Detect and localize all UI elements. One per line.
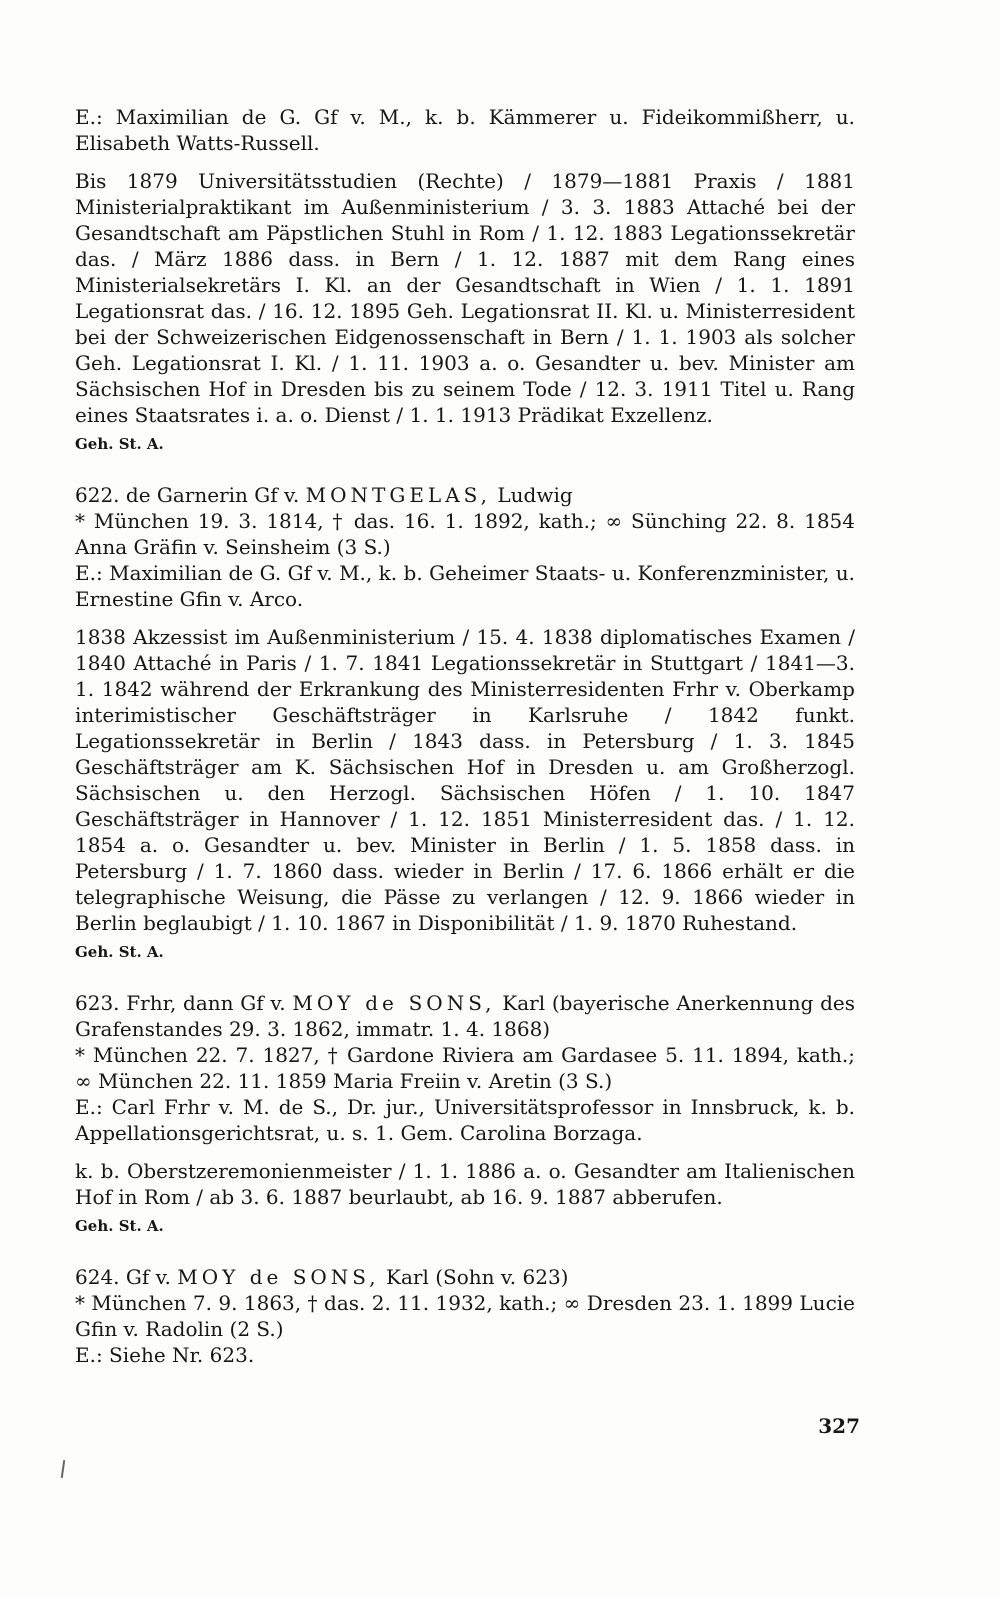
entry-number: 623. [75,991,120,1015]
entry-birth: * München 7. 9. 1863, † das. 2. 11. 1932, kath.; ∞ Dresden 23. 1. 1899 Lucie Gfin v. Radolin (2 S.) [75,1291,855,1341]
entry-number: 624. [75,1265,120,1289]
entry-parents: E.: Maximilian de G. Gf v. M., k. b. Geheimer Staats- u. Konferenzminister, u. Ernestine Gfin v. Arco. [75,561,855,611]
entry-heading [75,1264,855,1290]
continuation-career: Bis 1879 Universitätsstudien (Rechte) / 1879—1881 Praxis / 1881 Ministerialpraktikant im Außenministerium / 3. 3. 1883 Attaché bei der Gesandtschaft am Päpstlichen Stuhl in Rom / 1. 12. 1883 Legationssekretär das. / März 1886 dass. in Bern / 1. 12. 1887 mit dem Rang eines Ministerialsekretärs I. Kl. an der Gesandtschaft in Wien / 1. 1. 1891 Legationsrat das. / 16. 12. 1895 Geh. Legationsrat II. Kl. u. Ministerresident bei der Schweizerischen Eidgenossenschaft in Bern / 1. 1. 1903 als solcher Geh. Legationsrat I. Kl. / 1. 11. 1903 a. o. Gesandter u. bev. Minister am Sächsischen Hof in Dresden bis zu seinem Tode / 12. 3. 1911 Titel u. Rang eines Staatsrates i. a. o. Dienst / 1. 1. 1913 Prädikat Exzellenz. [75,169,855,427]
entry-heading [75,482,855,508]
entry-parents: E.: Siehe Nr. 623. [75,1343,255,1367]
entry-title: de Garnerin Gf v. [125,483,300,507]
entry-given-name: Karl (Sohn v. 623) [386,1265,569,1289]
entry-given-name: Karl (bayerische Anerkennung des Grafenstandes 29. 3. 1862, immatr. 1. 4. 1868) [75,991,856,1041]
entry-title: Gf v. [125,1265,171,1289]
entry-623 [75,990,855,1236]
entry-number: 622. [75,483,120,507]
page-number: 327 [818,1414,860,1438]
entry-source: Geh. St. A. [75,943,164,961]
entry-given-name: Ludwig [497,483,573,507]
scan-mark [61,1460,65,1478]
entry-title: Frhr, dann Gf v. [126,991,286,1015]
entry-surname: MOY de SONS, [292,991,496,1015]
text-column [75,104,855,1368]
entry-surname: MONTGELAS, [305,483,492,507]
entry-heading [75,990,855,1042]
entry-622 [75,482,855,962]
continuation-source: Geh. St. A. [75,435,164,453]
entry-surname: MOY de SONS, [177,1265,380,1289]
entry-career: k. b. Oberstzeremonienmeister / 1. 1. 1886 a. o. Gesandter am Italienischen Hof in Rom / ab 3. 6. 1887 beurlaubt, ab 16. 9. 1887 abberufen. [75,1159,855,1209]
entry-source: Geh. St. A. [75,1217,164,1235]
entry-birth: * München 19. 3. 1814, † das. 16. 1. 1892, kath.; ∞ Sünching 22. 8. 1854 Anna Gräfin v. Seinsheim (3 S.) [75,509,855,559]
entry-624 [75,1264,855,1368]
continuation-parents: E.: Maximilian de G. Gf v. M., k. b. Kämmerer u. Fideikommißherr, u. Elisabeth Watts-Russell. [75,105,855,155]
entry-career: 1838 Akzessist im Außenministerium / 15. 4. 1838 diplomatisches Examen / 1840 Attaché in Paris / 1. 7. 1841 Legationssekretär in Stuttgart / 1841—3. 1. 1842 während der Erkrankung des Ministerresidenten Frhr v. Oberkamp interimistischer Geschäftsträger in Karlsruhe / 1842 funkt. Legationssekretär in Berlin / 1843 dass. in Petersburg / 1. 3. 1845 Geschäftsträger am K. Sächsischen Hof in Dresden u. am Großherzogl. Sächsischen u. den Herzogl. Sächsischen Höfen / 1. 10. 1847 Geschäftsträger in Hannover / 1. 12. 1851 Ministerresident das. / 1. 12. 1854 a. o. Gesandter u. bev. Minister in Berlin / 1. 5. 1858 dass. in Petersburg / 1. 7. 1860 dass. wieder in Berlin / 17. 6. 1866 erhält er die telegraphische Weisung, die Pässe zu verlangen / 12. 9. 1866 wieder in Berlin beglaubigt / 1. 10. 1867 in Disponibilität / 1. 9. 1870 Ruhestand. [75,625,855,935]
entry-birth: * München 22. 7. 1827, † Gardone Riviera am Gardasee 5. 11. 1894, kath.; ∞ München 22. 11. 1859 Maria Freiin v. Aretin (3 S.) [75,1043,855,1093]
entry-parents: E.: Carl Frhr v. M. de S., Dr. jur., Universitätsprofessor in Innsbruck, k. b. Appellationsgerichtsrat, u. s. 1. Gem. Carolina Borzaga. [75,1095,855,1145]
